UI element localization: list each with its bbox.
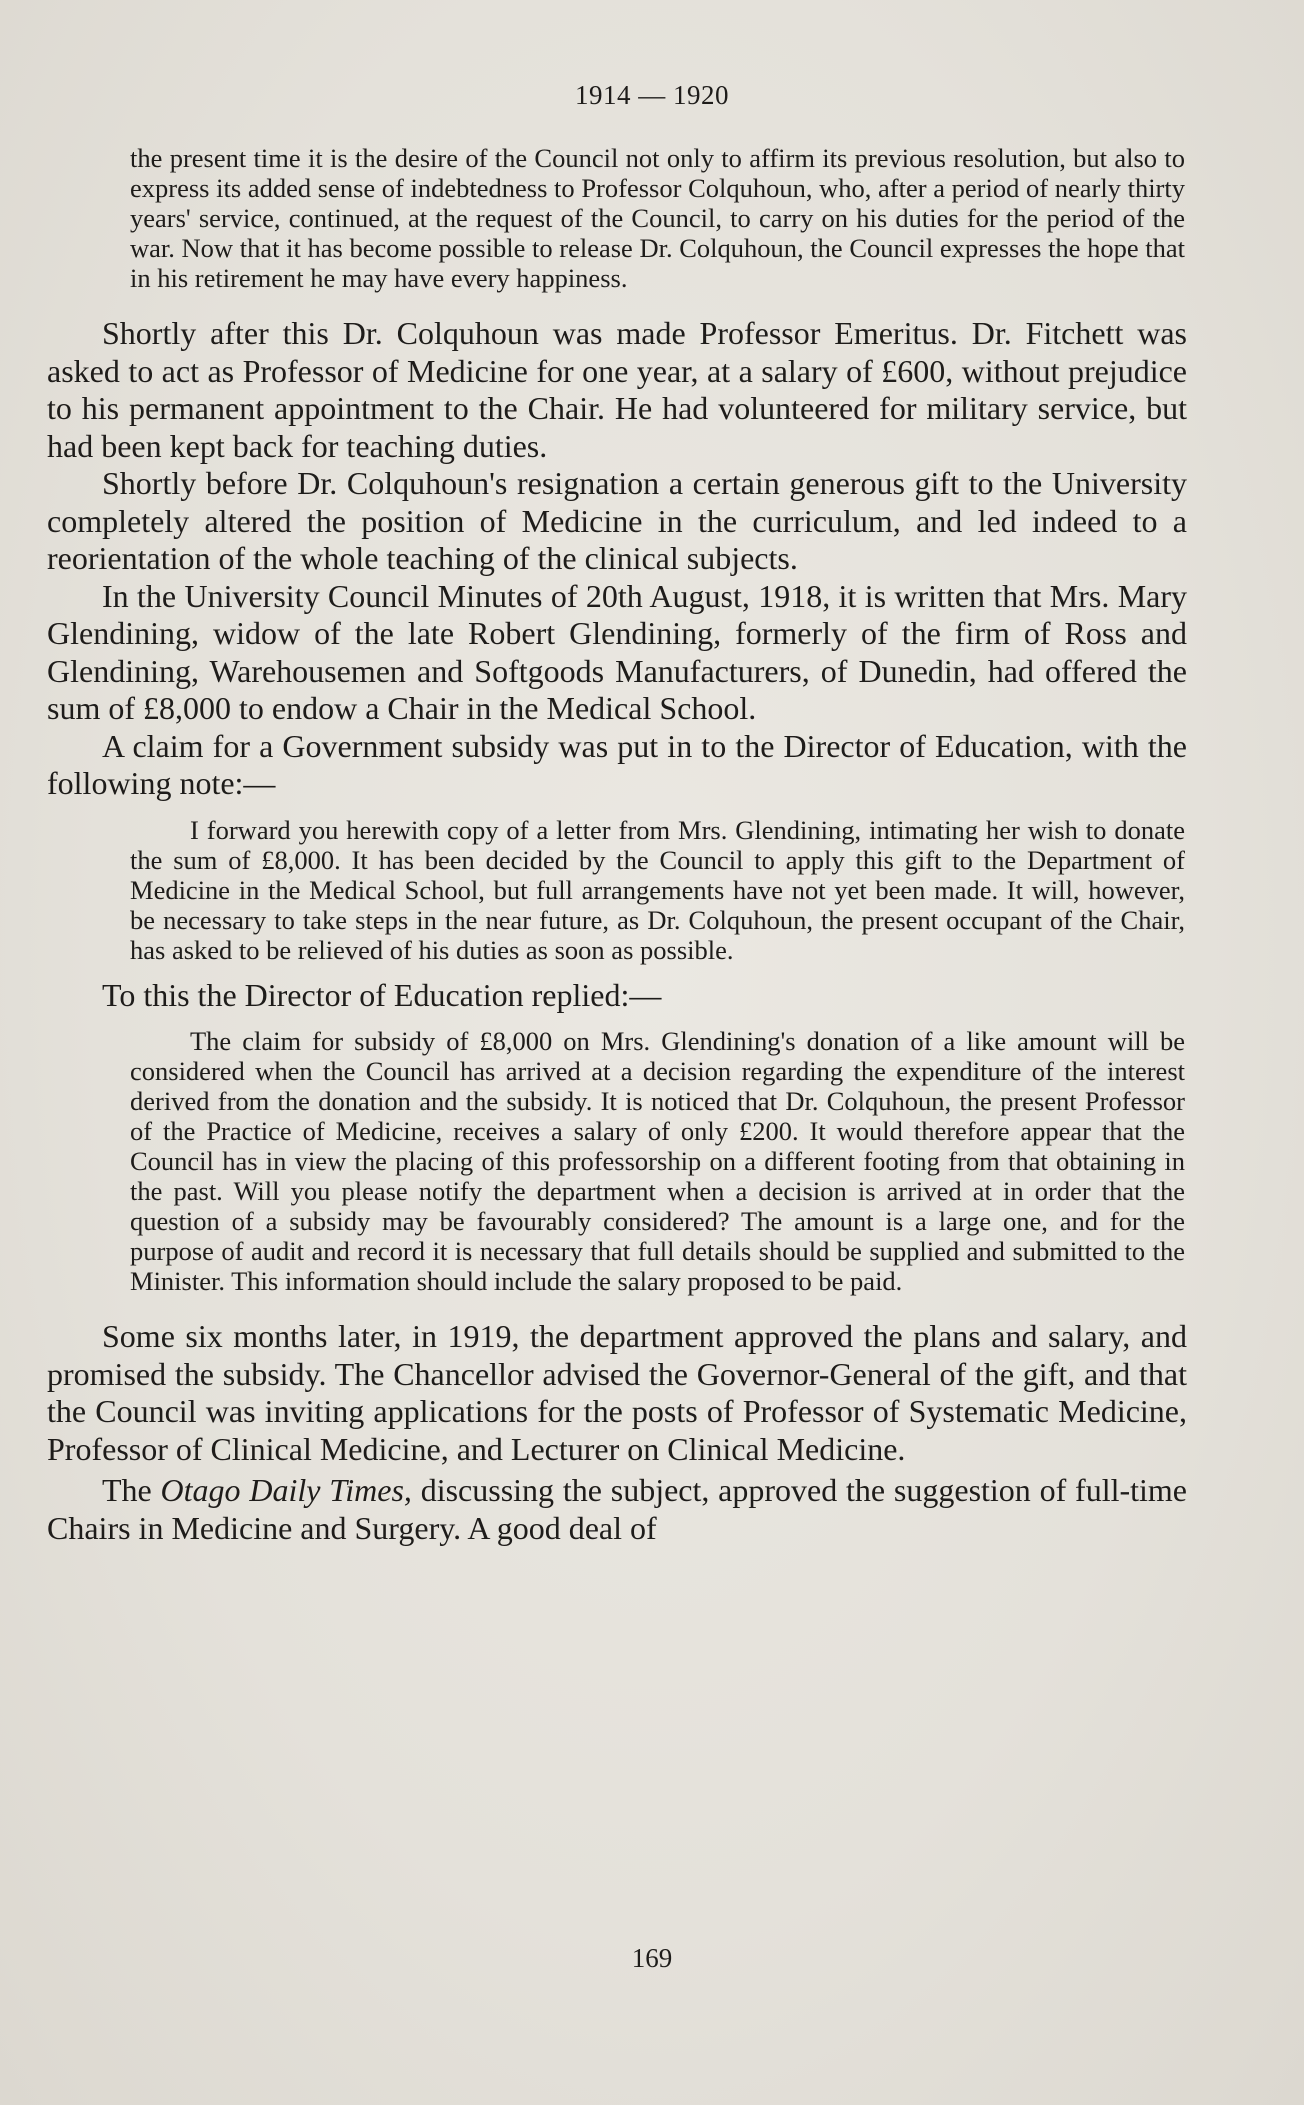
page-number: 169 <box>631 1943 673 1973</box>
paragraph-generous-gift: Shortly before Dr. Colquhoun's resignation a certain generous gift to the University completely altered the position of Medicine in the curriculum, and led indeed to a reorientation of the whole teaching of the clinical subjects. <box>47 465 1187 576</box>
paragraph-subsidy-claim: A claim for a Government subsidy was put in to the Director of Education, with the following note:— <box>47 727 1187 801</box>
paragraph-otago-daily-times <box>47 1472 1187 1547</box>
paragraph-director-replied: To this the Director of Education replied:— <box>102 976 662 1013</box>
quotation-director-reply <box>130 1026 1185 1296</box>
quotation-text: I forward you herewith copy of a letter from Mrs. Glendining, intimating her wish to donate the sum of £8,000. It has been decided by the Council to apply this gift to the Department of Medicine in the Medical School, but full arrangements have not yet been made. It will, however, be necessary to take steps in the near future, as Dr. Colquhoun, the present occupant of the Chair, has asked to be relieved of his duties as soon as possible. <box>130 814 1185 965</box>
page-body <box>47 143 1187 1547</box>
running-head: 1914 — 1920 <box>575 80 729 110</box>
paragraph-department-approved: Some six months later, in 1919, the department approved the plans and salary, and promised the subsidy. The Chancellor advised the Governor-General of the gift, and that the Council was inviting applications for the posts of Professor of Systematic Medicine, Professor of Clinical Medicine, and Lecturer on Clinical Medicine. <box>47 1318 1187 1467</box>
quotation-council-resolution <box>130 143 1185 293</box>
paragraph-professor-emeritus: Shortly after this Dr. Colquhoun was made Professor Emeritus. Dr. Fitchett was asked to act as Professor of Medicine for one year, at a salary of £600, without prejudice to his permanent appointment to the Chair. He had volunteered for military service, but had been kept back for teaching duties. <box>47 315 1187 464</box>
paragraph-council-minutes: In the University Council Minutes of 20th August, 1918, it is written that Mrs. Mary Glendining, widow of the late Robert Glendining, formerly of the firm of Ross and Glendining, Warehousemen and Softgoods Manufacturers, of Dunedin, had offered the sum of £8,000 to endow a Chair in the Medical School. <box>47 577 1187 726</box>
paragraph-text-start: The <box>102 1472 161 1508</box>
newspaper-title: Otago Daily Times, <box>160 1472 412 1508</box>
quotation-letter-to-director <box>130 815 1185 965</box>
paragraph-text-end: discussing the subject, approved the suggestion of full-time Chairs in Medicine and Surgery. A good deal of <box>47 1472 1188 1546</box>
quotation-text: the present time it is the desire of the Council not only to affirm its previous resolution, but also to express its added sense of indebtedness to Professor Colquhoun, who, after a period of nearly thirty years' service, continued, at the request of the Council, to carry on his duties for the period of the war. Now that it has become possible to release Dr. Colquhoun, the Council expresses the hope that in his retirement he may have every happiness. <box>130 143 1185 293</box>
quotation-text: The claim for subsidy of £8,000 on Mrs. Glendining's donation of a like amount will be considered when the Council has arrived at a decision regarding the expenditure of the interest derived from the donation and the subsidy. It is noticed that Dr. Colquhoun, the present Professor of the Practice of Medicine, receives a salary of only £200. It would therefore appear that the Council has in view the placing of this professorship on a different footing from that obtaining in the past. Will you please notify the department when a decision is arrived at in order that the question of a subsidy may be favourably considered? The amount is a large one, and for the purpose of audit and record it is necessary that full details should be supplied and submitted to the Minister. This information should include the salary proposed to be paid. <box>130 1026 1185 1296</box>
